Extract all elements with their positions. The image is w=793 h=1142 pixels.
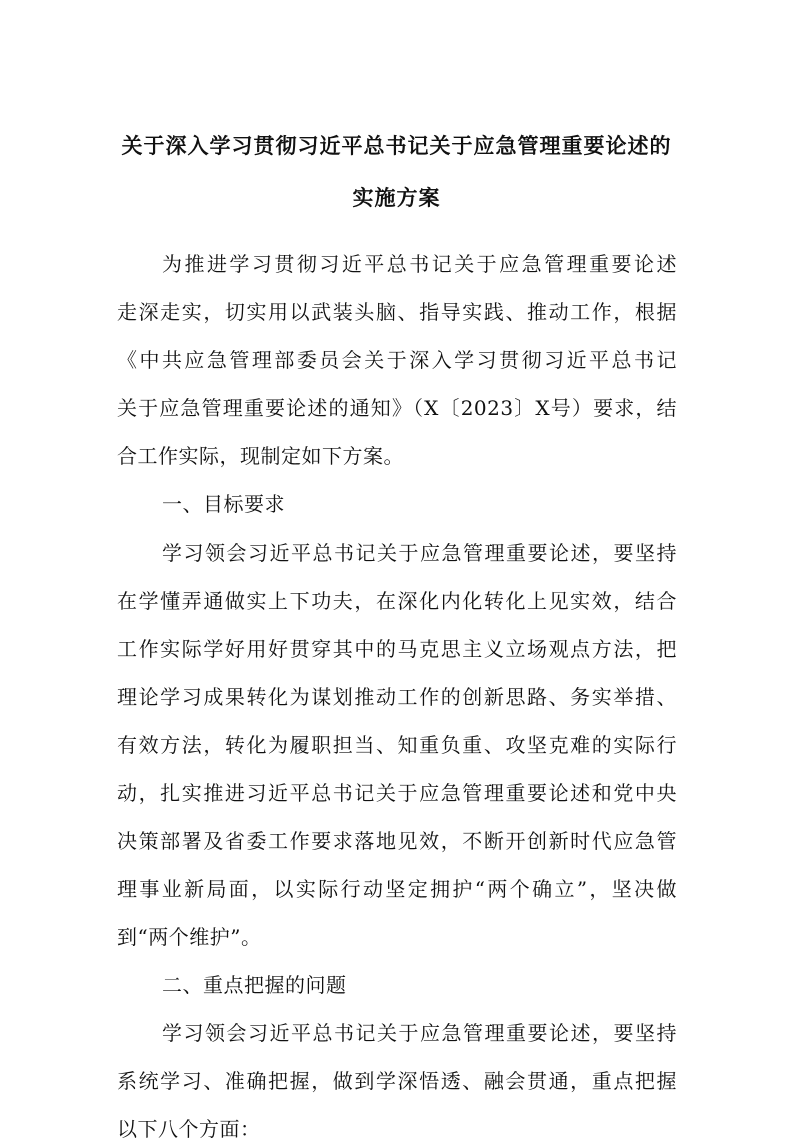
body-line: 走深走实，切实用以武装头脑、指导实践、推动工作，根据 bbox=[117, 300, 677, 324]
body-line: 为推进学习贯彻习近平总书记关于应急管理重要论述 bbox=[162, 252, 677, 276]
document-title-line-2: 实施方案 bbox=[352, 185, 441, 210]
body-line: 学习领会习近平总书记关于应急管理重要论述，要坚持 bbox=[162, 1021, 677, 1045]
body-line: 以下八个方面： bbox=[117, 1117, 261, 1141]
section-heading: 一、目标要求 bbox=[162, 492, 285, 516]
body-line: 合工作实际，现制定如下方案。 bbox=[117, 444, 404, 468]
body-line: 关于应急管理重要论述的通知》（X〔2023〕X号）要求，结 bbox=[117, 396, 677, 420]
body-line: 学习领会习近平总书记关于应急管理重要论述，要坚持 bbox=[162, 541, 677, 565]
body-line: 理事业新局面，以实际行动坚定拥护“两个确立”，坚决做 bbox=[117, 877, 677, 901]
body-line: 系统学习、准确把握，做到学深悟透、融会贯通，重点把握 bbox=[117, 1069, 677, 1093]
body-line: 工作实际学好用好贯穿其中的马克思主义立场观点方法，把 bbox=[117, 637, 677, 661]
body-line: 有效方法，转化为履职担当、知重负重、攻坚克难的实际行 bbox=[117, 733, 677, 757]
document-title-line-1: 关于深入学习贯彻习近平总书记关于应急管理重要论述的 bbox=[121, 133, 672, 158]
body-line: 《中共应急管理部委员会关于深入学习贯彻习近平总书记 bbox=[117, 348, 677, 372]
body-line: 到“两个维护”。 bbox=[117, 925, 262, 949]
body-line: 动，扎实推进习近平总书记关于应急管理重要论述和党中央 bbox=[117, 781, 677, 805]
body-line: 在学懂弄通做实上下功夫，在深化内化转化上见实效，结合 bbox=[117, 589, 677, 613]
body-line: 理论学习成果转化为谋划推动工作的创新思路、务实举措、 bbox=[117, 685, 677, 709]
body-line: 决策部署及省委工作要求落地见效，不断开创新时代应急管 bbox=[117, 829, 677, 853]
section-heading: 二、重点把握的问题 bbox=[162, 973, 347, 997]
